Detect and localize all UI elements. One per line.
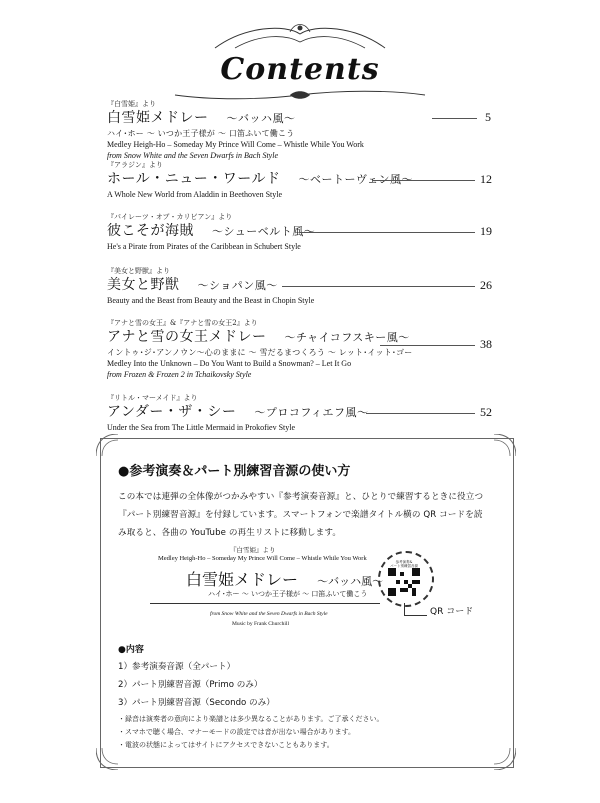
toc-source: 『リトル・マーメイド』より: [107, 394, 198, 402]
toc-en-line: He's a Pirate from Pirates of the Caribbean in Schubert Style: [107, 242, 301, 251]
toc-en-line: A Whole New World from Aladdin in Beethoven Style: [107, 190, 283, 199]
toc-en-line: Under the Sea from The Little Mermaid in Prokofiev Style: [107, 423, 296, 432]
toc-page-number: 38: [480, 337, 492, 351]
box-paragraph: [118, 488, 498, 542]
qr-caption: 参考演奏& パート別練習音源: [390, 560, 418, 568]
note-1: ・録音は演奏者の意向により楽譜とは多少異なることがあります。ご了承ください。: [118, 715, 384, 723]
sample-rule-line: [150, 603, 380, 604]
toc-jp-style: 〜バッハ風〜: [226, 112, 296, 125]
qr-code[interactable]: [388, 560, 420, 596]
toc-jp-title: 彼こそが海賊: [107, 223, 194, 239]
toc-source: 『白雪姫』より: [107, 100, 156, 108]
toc-leader-line: [300, 232, 475, 233]
toc-jp-title: アナと雪の女王メドレー: [107, 329, 267, 345]
box-paragraph-line: 『パート別練習音源』を付録しています。スマートフォンで楽譜タイトル横の QR コードを読: [118, 510, 483, 520]
toc-leader-line: [432, 118, 477, 119]
toc-source: 『アナと雪の女王』&『アナと雪の女王2』より: [107, 319, 258, 327]
toc-en-line: Beauty and the Beast from Beauty and the Beast in Chopin Style: [107, 296, 315, 305]
box-paragraph-line: この本では連弾の全体像がつかみやすい『参考演奏音源』と、ひとりで練習するときに役立つ: [118, 492, 484, 502]
sample-medley-line: Medley Heigh-Ho – Someday My Prince Will Come – Whistle While You Work: [158, 555, 367, 562]
toc-jp-title: ホール・ニュー・ワールド: [107, 171, 281, 187]
toc-leader-line: [380, 345, 475, 346]
contents-title: ●内容: [118, 645, 144, 655]
sample-jp-title-text: 白雪姫メドレー: [186, 570, 299, 589]
toc-en-from: from Frozen & Frozen 2 in Tchaikovsky Style: [107, 370, 252, 379]
toc-source: 『パイレーツ・オブ・カリビアン』より: [107, 213, 233, 221]
box-paragraph-line: み取ると、各曲の YouTube の再生リストに移動します。: [118, 528, 342, 538]
sample-jp-subtitle: ハイ･ホー 〜 いつか王子様が 〜 口笛ふいて働こう: [208, 590, 368, 598]
qr-label: QR コード: [430, 607, 474, 617]
note-3: ・電波の状態によってはサイトにアクセスできないこともあります。: [118, 741, 334, 749]
qr-pointer-line: [404, 603, 427, 616]
toc-source: 『アラジン』より: [107, 161, 163, 169]
toc-entry-5[interactable]: [107, 319, 495, 380]
toc-page-number: 12: [480, 172, 492, 186]
toc-jp-title: 美女と野獣: [107, 277, 180, 293]
title-ornament-top: [205, 20, 395, 54]
toc-jp-style: 〜プロコフィエフ風〜: [254, 406, 369, 419]
sample-jp-style: 〜バッハ風〜: [317, 575, 384, 588]
toc-jp-style: 〜ショパン風〜: [197, 279, 278, 292]
toc-leader-line: [282, 286, 475, 287]
toc-page-number: 5: [485, 110, 491, 124]
toc-jp-style: 〜チャイコフスキー風〜: [284, 331, 410, 344]
page-title: Contents: [220, 52, 380, 87]
sample-source: 『白雪姫』より: [230, 546, 276, 554]
toc-leader-line: [372, 180, 475, 181]
qr-code-icon: [388, 568, 420, 596]
toc-source: 『美女と野獣』より: [107, 267, 170, 275]
contents-item-2: 2）パート別練習音源（Primo のみ）: [118, 680, 263, 690]
toc-jp-title: アンダー・ザ・シー: [107, 404, 237, 420]
sample-music-by: Music by Frank Churchill: [232, 621, 289, 627]
toc-en-line: Medley Heigh-Ho – Someday My Prince Will Come – Whistle While You Work: [107, 140, 364, 149]
toc-jp-style: 〜ベートーヴェン風〜: [298, 173, 414, 186]
toc-page-number: 52: [480, 405, 492, 419]
box-heading: ●参考演奏＆パート別練習音源の使い方: [118, 464, 351, 479]
toc-leader-line: [366, 413, 475, 414]
sample-score-header: [150, 545, 496, 635]
sample-jp-title: [186, 567, 383, 590]
contents-item-3: 3）パート別練習音源（Secondo のみ）: [118, 698, 275, 708]
toc-page-number: 19: [480, 224, 492, 238]
toc-jp-title: 白雪姫メドレー: [107, 110, 209, 126]
toc-entry-1[interactable]: [107, 100, 495, 161]
toc-jp-subtitle: イントゥ･ジ･アンノウン〜心のままに 〜 雪だるまつくろう 〜 レット･イット･ゴー: [107, 348, 413, 357]
sample-en-line: from Snow White and the Seven Dwarfs in Bach Style: [210, 611, 328, 617]
note-2: ・スマホで聴く場合、マナーモードの設定では音が出ない場合があります。: [118, 728, 356, 736]
toc-page-number: 26: [480, 278, 492, 292]
toc-jp-subtitle: ハイ･ホー 〜 いつか王子様が 〜 口笛ふいて働こう: [107, 129, 295, 138]
toc-en-line: Medley Into the Unknown – Do You Want to Build a Snowman? – Let It Go: [107, 359, 352, 368]
toc-en-from: from Snow White and the Seven Dwarfs in Bach Style: [107, 151, 279, 160]
toc-jp-style: 〜シューベルト風〜: [212, 225, 316, 238]
contents-item-1: 1）参考演奏音源（全パート）: [118, 662, 236, 672]
